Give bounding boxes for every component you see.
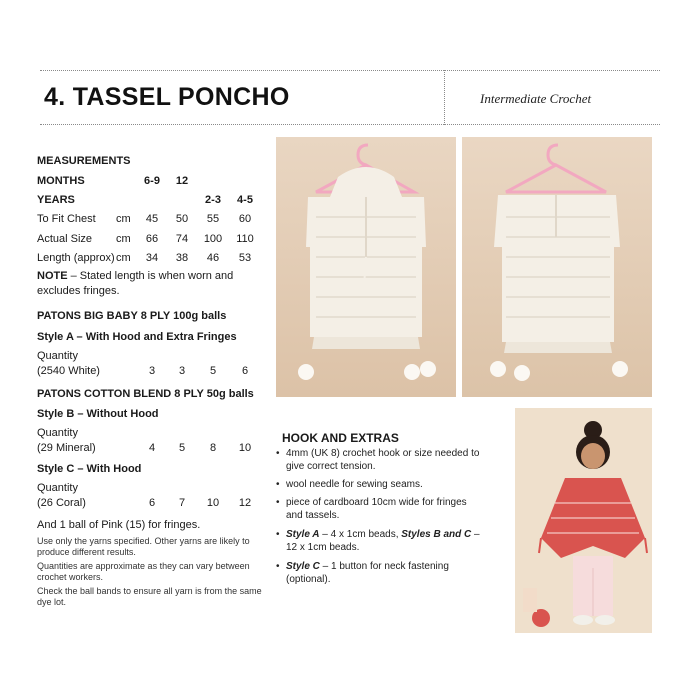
skill-level: Intermediate Crochet <box>480 91 592 106</box>
row-label-actual-size: Actual Size <box>37 233 93 245</box>
small-print: produce different results. <box>37 547 136 557</box>
note-label: NOTE <box>37 270 68 282</box>
row-value: 55 <box>206 213 220 225</box>
style-b-qty: 8 <box>209 442 217 454</box>
photo-white-poncho <box>462 137 652 397</box>
style-a-colour: (2540 White) <box>37 365 100 377</box>
dash: – <box>319 529 331 540</box>
note-line-2: excludes fringes. <box>37 285 120 297</box>
style-a-heading: Style A – With Hood and Extra Fringes <box>37 331 237 343</box>
months-6-9: 6-9 <box>144 175 160 187</box>
style-b-heading: Style B – Without Hood <box>37 408 159 420</box>
small-print: Check the ball bands to ensure all yarn is from the same <box>37 586 262 596</box>
hook-item-button <box>286 561 449 573</box>
yarn1-heading: PATONS BIG BABY 8 PLY 100g balls <box>37 310 227 322</box>
bullet: • <box>276 448 280 459</box>
small-print: Use only the yarns specified. Other yarns are likely to <box>37 536 250 546</box>
style-a-quantity-label: Quantity <box>37 350 78 362</box>
page-title: 4. TASSEL PONCHO <box>44 83 290 111</box>
row-unit: cm <box>116 213 131 225</box>
years-4-5: 4-5 <box>237 194 253 206</box>
row-value: 34 <box>145 252 159 264</box>
measurements-heading: MEASUREMENTS <box>37 155 131 167</box>
style-a-label: Style A <box>286 529 320 540</box>
style-b-qty: 5 <box>178 442 186 454</box>
bullet: • <box>276 497 280 508</box>
note-text: – Stated length is when worn and <box>67 270 234 282</box>
style-b-quantity-label: Quantity <box>37 427 78 439</box>
row-label-chest: To Fit Chest <box>37 213 96 225</box>
header-divider <box>444 70 445 125</box>
row-value: 53 <box>238 252 252 264</box>
style-c-qty: 12 <box>238 497 252 509</box>
poncho-illustration <box>462 137 652 397</box>
photo-white-poncho-hooded <box>276 137 456 397</box>
dash: – <box>319 561 332 572</box>
hook-extras-heading: HOOK AND EXTRAS <box>282 431 399 445</box>
row-value: 100 <box>203 233 223 245</box>
style-c-label: Style C <box>286 561 320 572</box>
yarn2-heading: PATONS COTTON BLEND 8 PLY 50g balls <box>37 388 254 400</box>
girl-illustration <box>515 408 652 633</box>
beads-a: 4 x 1cm beads, <box>330 529 399 540</box>
hook-item: and tassels. <box>286 510 340 521</box>
row-unit: cm <box>116 252 131 264</box>
row-value: 74 <box>175 233 189 245</box>
hook-item: give correct tension. <box>286 461 376 472</box>
hook-item: (optional). <box>286 574 331 585</box>
button-text: 1 button for neck fastening <box>331 561 449 572</box>
style-a-qty: 3 <box>178 365 186 377</box>
header-bottom-rule <box>40 124 660 125</box>
poncho-illustration <box>276 137 456 397</box>
row-label-length: Length (approx) <box>37 252 115 264</box>
hook-item-beads <box>286 529 480 541</box>
small-print: crochet workers. <box>37 572 104 582</box>
row-value: 38 <box>175 252 189 264</box>
style-a-qty: 5 <box>209 365 217 377</box>
style-c-qty: 7 <box>178 497 186 509</box>
small-print: dye lot. <box>37 597 67 607</box>
bullet: • <box>276 529 280 540</box>
bullet: • <box>276 561 280 572</box>
style-c-qty: 10 <box>206 497 220 509</box>
bullet: • <box>276 479 280 490</box>
fringe-yarn-note: And 1 ball of Pink (15) for fringes. <box>37 519 201 531</box>
row-value: 50 <box>175 213 189 225</box>
style-c-heading: Style C – With Hood <box>37 463 142 475</box>
style-c-qty: 6 <box>148 497 156 509</box>
style-bc-label: Styles B and C <box>401 529 472 540</box>
row-value: 66 <box>145 233 159 245</box>
style-b-qty: 10 <box>238 442 252 454</box>
style-a-qty: 6 <box>241 365 249 377</box>
header-top-rule <box>40 70 660 71</box>
hook-item: piece of cardboard 10cm wide for fringes <box>286 497 467 508</box>
hook-item: wool needle for sewing seams. <box>286 479 423 490</box>
photo-girl-coral-poncho <box>515 408 652 633</box>
style-c-colour: (26 Coral) <box>37 497 86 509</box>
style-b-qty: 4 <box>148 442 156 454</box>
row-value: 110 <box>236 233 254 245</box>
hook-item: 12 x 1cm beads. <box>286 542 360 553</box>
row-value: 45 <box>145 213 159 225</box>
row-value: 46 <box>206 252 220 264</box>
years-2-3: 2-3 <box>205 194 221 206</box>
hook-item: 4mm (UK 8) crochet hook or size needed to <box>286 448 480 459</box>
small-print: Quantities are approximate as they can vary between <box>37 561 250 571</box>
style-c-quantity-label: Quantity <box>37 482 78 494</box>
months-label: MONTHS <box>37 175 85 187</box>
row-value: 60 <box>238 213 252 225</box>
months-12: 12 <box>175 175 189 187</box>
dash: – <box>471 529 480 540</box>
style-a-qty: 3 <box>148 365 156 377</box>
style-b-colour: (29 Mineral) <box>37 442 96 454</box>
years-label: YEARS <box>37 194 75 206</box>
row-unit: cm <box>116 233 131 245</box>
note <box>37 270 233 283</box>
